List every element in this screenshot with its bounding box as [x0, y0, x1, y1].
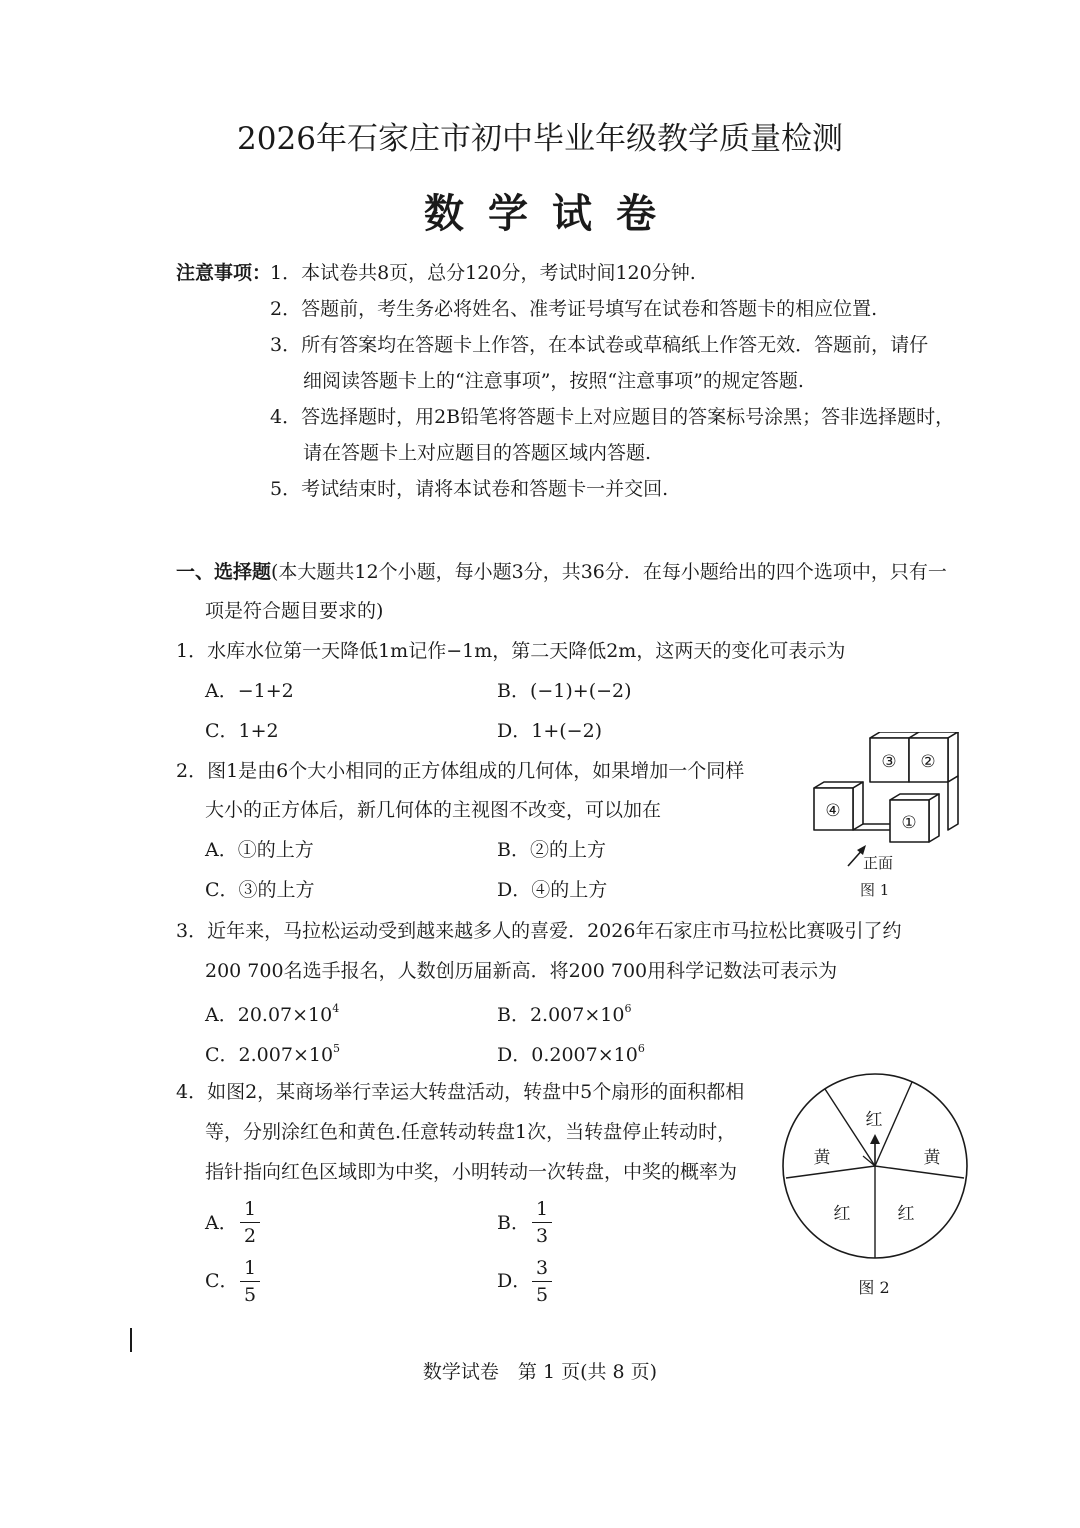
- cube-label-2: ②: [920, 752, 936, 772]
- notice-item: 5．考试结束时，请将本试卷和答题卡一并交回.: [270, 478, 669, 500]
- figure-1-caption: 图 1: [860, 881, 890, 899]
- sector-label: 红: [865, 1110, 883, 1130]
- figure-1-cubes: [808, 732, 968, 902]
- exam-subtitle: 数学试卷: [424, 190, 680, 237]
- cube-label-4: ④: [825, 801, 841, 821]
- q1-stem: 1．水库水位第一天降低1m记作−1m，第二天降低2m，这两天的变化可表示为: [176, 640, 846, 662]
- q2-stem-line2: 大小的正方体后，新几何体的主视图不改变，可以加在: [205, 799, 662, 821]
- q1-option-d: D．1+(−2): [497, 720, 603, 742]
- notice-item: 3．所有答案均在答题卡上作答，在本试卷或草稿纸上作答无效．答题前，请仔: [270, 334, 929, 356]
- q4-option-d-fraction: 3 5: [532, 1256, 552, 1307]
- cube-label-1: ①: [901, 813, 917, 833]
- q2-option-d: D．④的上方: [497, 879, 608, 901]
- q4-stem-line3: 指针指向红色区域即为中奖，小明转动一次转盘，中奖的概率为: [205, 1161, 738, 1183]
- cube-label-3: ③: [881, 752, 897, 772]
- q4-option-c-label: C．: [205, 1270, 239, 1292]
- q3-option-b: B．$2.007\times 10^6$: [497, 1002, 632, 1026]
- sector-label: 红: [897, 1204, 915, 1224]
- q4-option-a-fraction: 1 2: [240, 1197, 260, 1248]
- notice-item: 2．答题前，考生务必将姓名、准考证号填写在试卷和答题卡的相应位置.: [270, 298, 878, 320]
- q1-option-b: B．(−1)+(−2): [497, 680, 632, 702]
- figure-2-caption: 图 2: [858, 1278, 890, 1297]
- notice-label: 注意事项：: [176, 262, 272, 284]
- sector-label: 黄: [923, 1148, 941, 1168]
- q4-stem-line2: 等，分别涂红色和黄色.任意转动转盘1次，当转盘停止转动时，: [205, 1121, 737, 1143]
- q4-stem-line1: 4．如图2，某商场举行幸运大转盘活动，转盘中5个扇形的面积都相: [176, 1081, 745, 1103]
- front-label: 正面: [863, 854, 894, 872]
- q2-stem-line1: 2．图1是由6个大小相同的正方体组成的几何体，如果增加一个同样: [176, 760, 745, 782]
- q3-option-a: A．$20.07\times 10^4$: [205, 1002, 340, 1026]
- q4-option-a-label: A．: [205, 1212, 238, 1234]
- q3-option-c: C．$2.007\times 10^5$: [205, 1042, 341, 1066]
- q3-stem-line1: 3．近年来，马拉松运动受到越来越多人的喜爱．2026年石家庄市马拉松比赛吸引了约: [176, 920, 902, 942]
- page-footer: 数学试卷 第 1 页(共 8 页): [422, 1361, 658, 1383]
- sector-label: 红: [833, 1204, 851, 1224]
- notice-item: 4．答选择题时，用2B铅笔将答题卡上对应题目的答案标号涂黑；答非选择题时，: [270, 406, 955, 428]
- section-heading-line2: 项是符合题目要求的): [205, 600, 384, 622]
- figure-2-spinner: [778, 1068, 974, 1304]
- q2-option-b: B．②的上方: [497, 839, 606, 861]
- q1-option-c: C．1+2: [205, 720, 279, 742]
- q4-option-b-label: B．: [497, 1212, 530, 1234]
- section-heading: [176, 557, 947, 584]
- q4-option-c-fraction: 1 5: [240, 1256, 260, 1307]
- notice-item: 细阅读答题卡上的“注意事项”，按照“注意事项”的规定答题.: [303, 370, 804, 392]
- q4-option-d-label: D．: [497, 1270, 532, 1292]
- q2-option-a: A．①的上方: [205, 839, 314, 861]
- notice-item: 1．本试卷共8页，总分120分，考试时间120分钟.: [270, 262, 696, 284]
- q2-option-c: C．③的上方: [205, 879, 315, 901]
- sector-label: 黄: [813, 1148, 831, 1168]
- q4-option-b-fraction: 1 3: [532, 1197, 552, 1248]
- exam-title: 2026年石家庄市初中毕业年级教学质量检测: [237, 121, 843, 157]
- section-heading-text: (本大题共12个小题，每小题3分，共36分．在每小题给出的四个选项中，只有一: [271, 561, 947, 583]
- notice-item: 请在答题卡上对应题目的答题区域内答题.: [303, 442, 652, 464]
- q3-stem-line2: 200 700名选手报名，人数创历届新高．将200 700用科学记数法可表示为: [205, 960, 838, 982]
- margin-mark: [130, 1328, 132, 1352]
- q1-option-a: A．−1+2: [205, 680, 294, 702]
- section-heading-bold: 一、选择题: [176, 561, 272, 583]
- q3-option-d: D．$0.2007\times 10^6$: [497, 1042, 645, 1066]
